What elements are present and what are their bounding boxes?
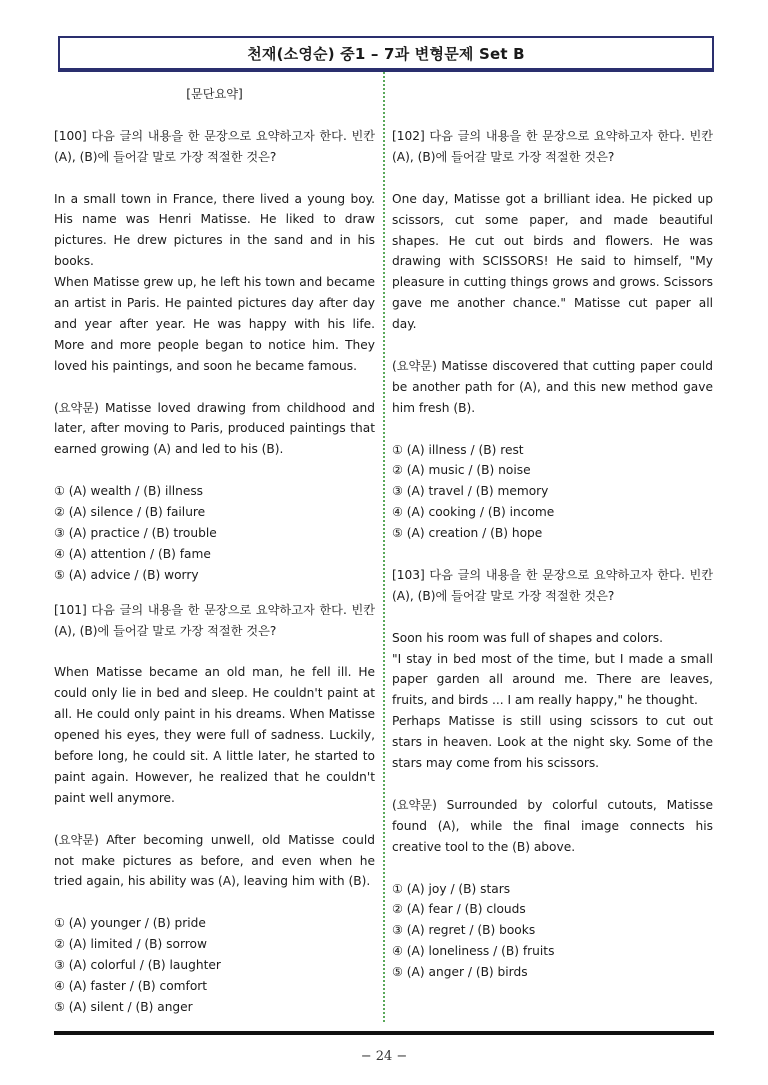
- page-number: − 24 −: [360, 1049, 408, 1064]
- question-100-option-5[interactable]: ⑤ (A) advice / (B) worry: [54, 567, 199, 582]
- question-101-summary: (요약문) After becoming unwell, old Matisse could not make pictures as before, and even when he tried again, his ability was (A), leaving him with (B).: [54, 832, 375, 889]
- question-100-passage: In a small town in France, there lived a young boy. His name was Henri Matisse. He liked to draw pictures. He drew pictures in the sand and in his books.: [54, 191, 375, 269]
- question-101-prompt: [101] 다음 글의 내용을 한 문장으로 요약하고자 한다. 빈칸 (A), (B)에 들어갈 말로 가장 적절한 것은?: [54, 602, 375, 638]
- footer-rule: [54, 1031, 714, 1035]
- question-101-option-1[interactable]: ① (A) younger / (B) pride: [54, 916, 206, 931]
- page-title: 천재(소영순) 중1 – 7과 변형문제 Set B: [58, 36, 714, 70]
- question-100-passage: When Matisse grew up, he left his town and became an artist in Paris. He painted pictures day after day and year after year. He was happy with his life. More and more people began to notice him. They loved his paintings, and soon he became famous.: [54, 275, 375, 373]
- question-103-option-5[interactable]: ⑤ (A) anger / (B) birds: [392, 965, 528, 980]
- question-100-option-1[interactable]: ① (A) wealth / (B) illness: [54, 484, 204, 499]
- question-100-prompt: [100] 다음 글의 내용을 한 문장으로 요약하고자 한다. 빈칸 (A), (B)에 들어갈 말로 가장 적절한 것은?: [54, 128, 375, 164]
- question-100-option-4[interactable]: ④ (A) attention / (B) fame: [54, 546, 211, 561]
- right-column: [392, 126, 713, 983]
- question-103-passage: Perhaps Matisse is still using scissors to cut out stars in heaven. Look at the night sky. Some of the stars may come from his scissors.: [392, 714, 713, 771]
- question-101-passage: When Matisse became an old man, he fell ill. He could only lie in bed and sleep. He couldn't paint at all. He could only paint in his dreams. When Matisse opened his eyes, they were full of sadness. Luckily, before long, he could sit. A little later, he started to paint again. However, he realized that he couldn't paint well anymore.: [54, 665, 375, 805]
- question-102-option-2[interactable]: ② (A) music / (B) noise: [392, 463, 531, 478]
- question-103-summary: (요약문) Surrounded by colorful cutouts, Matisse found (A), while the final image connects his creative tool to the (B) above.: [392, 797, 713, 854]
- question-103-option-2[interactable]: ② (A) fear / (B) clouds: [392, 902, 526, 917]
- question-103-option-3[interactable]: ③ (A) regret / (B) books: [392, 923, 536, 938]
- question-101-option-5[interactable]: ⑤ (A) silent / (B) anger: [54, 999, 193, 1014]
- question-102-passage: One day, Matisse got a brilliant idea. He picked up scissors, cut some paper, and made beautiful shapes. He cut out birds and flowers. He was drawing with SCISSORS! He said to himself, "My pleasure in cutting things grows and grows. Scissors gave me another chance." Matisse cut paper all day.: [392, 191, 713, 332]
- question-102-option-5[interactable]: ⑤ (A) creation / (B) hope: [392, 526, 543, 541]
- question-102-option-1[interactable]: ① (A) illness / (B) rest: [392, 442, 524, 457]
- question-103-passage: "I stay in bed most of the time, but I made a small paper garden all around me. There are leaves, fruits, and birds ... I am really happy," he thought.: [392, 651, 713, 708]
- question-102-option-3[interactable]: ③ (A) travel / (B) memory: [392, 484, 549, 499]
- left-column: [54, 84, 375, 1018]
- question-103-option-1[interactable]: ① (A) joy / (B) stars: [392, 881, 511, 896]
- question-102-option-4[interactable]: ④ (A) cooking / (B) income: [392, 505, 555, 520]
- question-101-option-2[interactable]: ② (A) limited / (B) sorrow: [54, 937, 207, 952]
- question-103-prompt: [103] 다음 글의 내용을 한 문장으로 요약하고자 한다. 빈칸 (A), (B)에 들어갈 말로 가장 적절한 것은?: [392, 567, 713, 603]
- question-101-option-4[interactable]: ④ (A) faster / (B) comfort: [54, 978, 208, 993]
- section-label: [문단요약]: [186, 87, 243, 101]
- question-103-option-4[interactable]: ④ (A) loneliness / (B) fruits: [392, 944, 555, 959]
- column-divider: [383, 72, 385, 1022]
- question-102-prompt: [102] 다음 글의 내용을 한 문장으로 요약하고자 한다. 빈칸 (A), (B)에 들어갈 말로 가장 적절한 것은?: [392, 129, 713, 164]
- question-100-summary: (요약문) Matisse loved drawing from childhood and later, after moving to Paris, produced paintings that earned growing (A) and led to his (B).: [54, 400, 375, 457]
- question-101-option-3[interactable]: ③ (A) colorful / (B) laughter: [54, 958, 221, 973]
- question-100-option-3[interactable]: ③ (A) practice / (B) trouble: [54, 525, 217, 540]
- question-103-passage: Soon his room was full of shapes and colors.: [392, 630, 663, 645]
- question-102-summary: (요약문) Matisse discovered that cutting paper could be another path for (A), and this new method gave him fresh (B).: [392, 358, 713, 415]
- question-100-option-2[interactable]: ② (A) silence / (B) failure: [54, 505, 206, 520]
